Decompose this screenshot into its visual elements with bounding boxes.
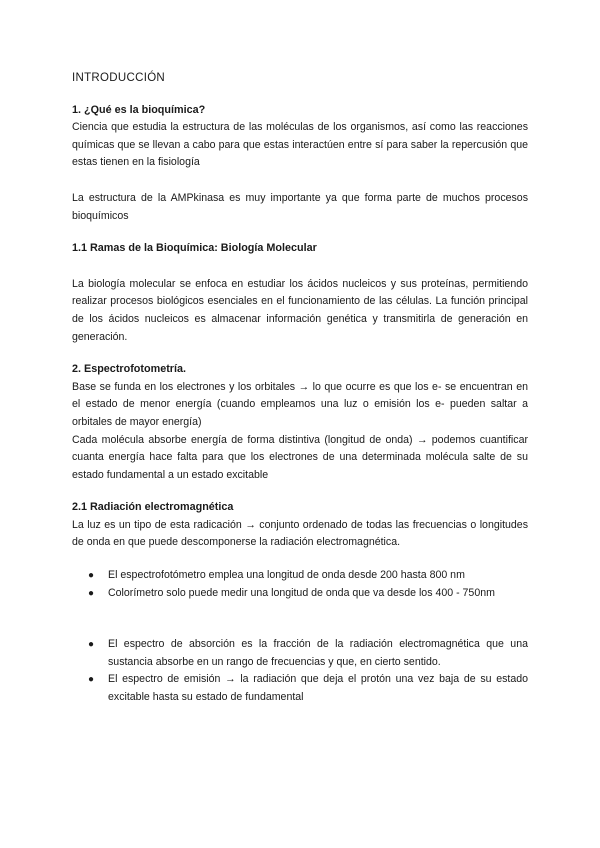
wavelength-list (72, 567, 528, 602)
bullet-icon: ● (88, 639, 95, 651)
document-page (72, 70, 528, 707)
document-title: INTRODUCCIÓN (72, 72, 166, 84)
section-heading-1-1: 1.1 Ramas de la Bioquímica: Biología Molecular (72, 242, 317, 255)
section-heading-2-1: 2.1 Radiación electromagnética (72, 501, 234, 514)
list-item-text: El espectro de emisión → la radiación que deja el protón una vez baja de su estado excitable hasta su estado de fundamental (108, 673, 528, 704)
list-item-text: El espectrofotómetro emplea una longitud de onda desde 200 hasta 800 nm (108, 569, 465, 582)
bullet-icon: ● (88, 587, 95, 599)
list-item (88, 671, 528, 706)
section-1-1-paragraph-1: La biología molecular se enfoca en estudiar los ácidos nucleicos y sus proteínas, permitiendo realizar procesos biológicos esenciales en el funcionamiento de las células. La función principal de los ácidos nucleicos es almacenar información genética y transmitirla de generación en generación. (72, 277, 528, 343)
section-2-paragraph-1: Base se funda en los electrones y los orbitales → lo que ocurre es que los e- se encuentran en el estado de menor energía (cuando empleamos una luz o emisión los e- pueden saltar a orbitales de mayor energía) (72, 380, 528, 428)
section-1-paragraph-2: La estructura de la AMPkinasa es muy importante ya que forma parte de muchos procesos bioquímicos (72, 191, 528, 222)
bullet-icon: ● (88, 674, 95, 686)
spectrum-list (72, 636, 528, 706)
list-item-text: El espectro de absorción es la fracción de la radiación electromagnética que una sustancia absorbe en un rango de frecuencias y que, en cierto sentido. (108, 638, 528, 668)
section-2-paragraph-2: Cada molécula absorbe energía de forma distintiva (longitud de onda) → podemos cuantificar cuanta energía hace falta para que los electrones de una determinada molécula salte de su estado fundamental a un estado excitable (72, 433, 528, 481)
list-item (88, 567, 528, 585)
bullet-icon: ● (88, 570, 95, 582)
section-heading-2: 2. Espectrofotometría. (72, 363, 186, 376)
list-item-text: Colorímetro solo puede medir una longitud de onda que va desde los 400 - 750nm (108, 586, 495, 599)
section-1-paragraph-1: Ciencia que estudia la estructura de las moléculas de los organismos, así como las reacciones químicas que se llevan a cabo para que estas interactúen entre sí para saber la repercusión que estas tienen en la fisiología (72, 121, 528, 169)
list-item (88, 636, 528, 671)
section-heading-1: 1. ¿Qué es la bioquímica? (72, 103, 206, 116)
section-2-1-paragraph-1: La luz es un tipo de esta radicación → conjunto ordenado de todas las frecuencias o longitudes de onda en que puede descomponerse la radiación electromagnética. (72, 518, 528, 549)
list-item (88, 585, 528, 603)
